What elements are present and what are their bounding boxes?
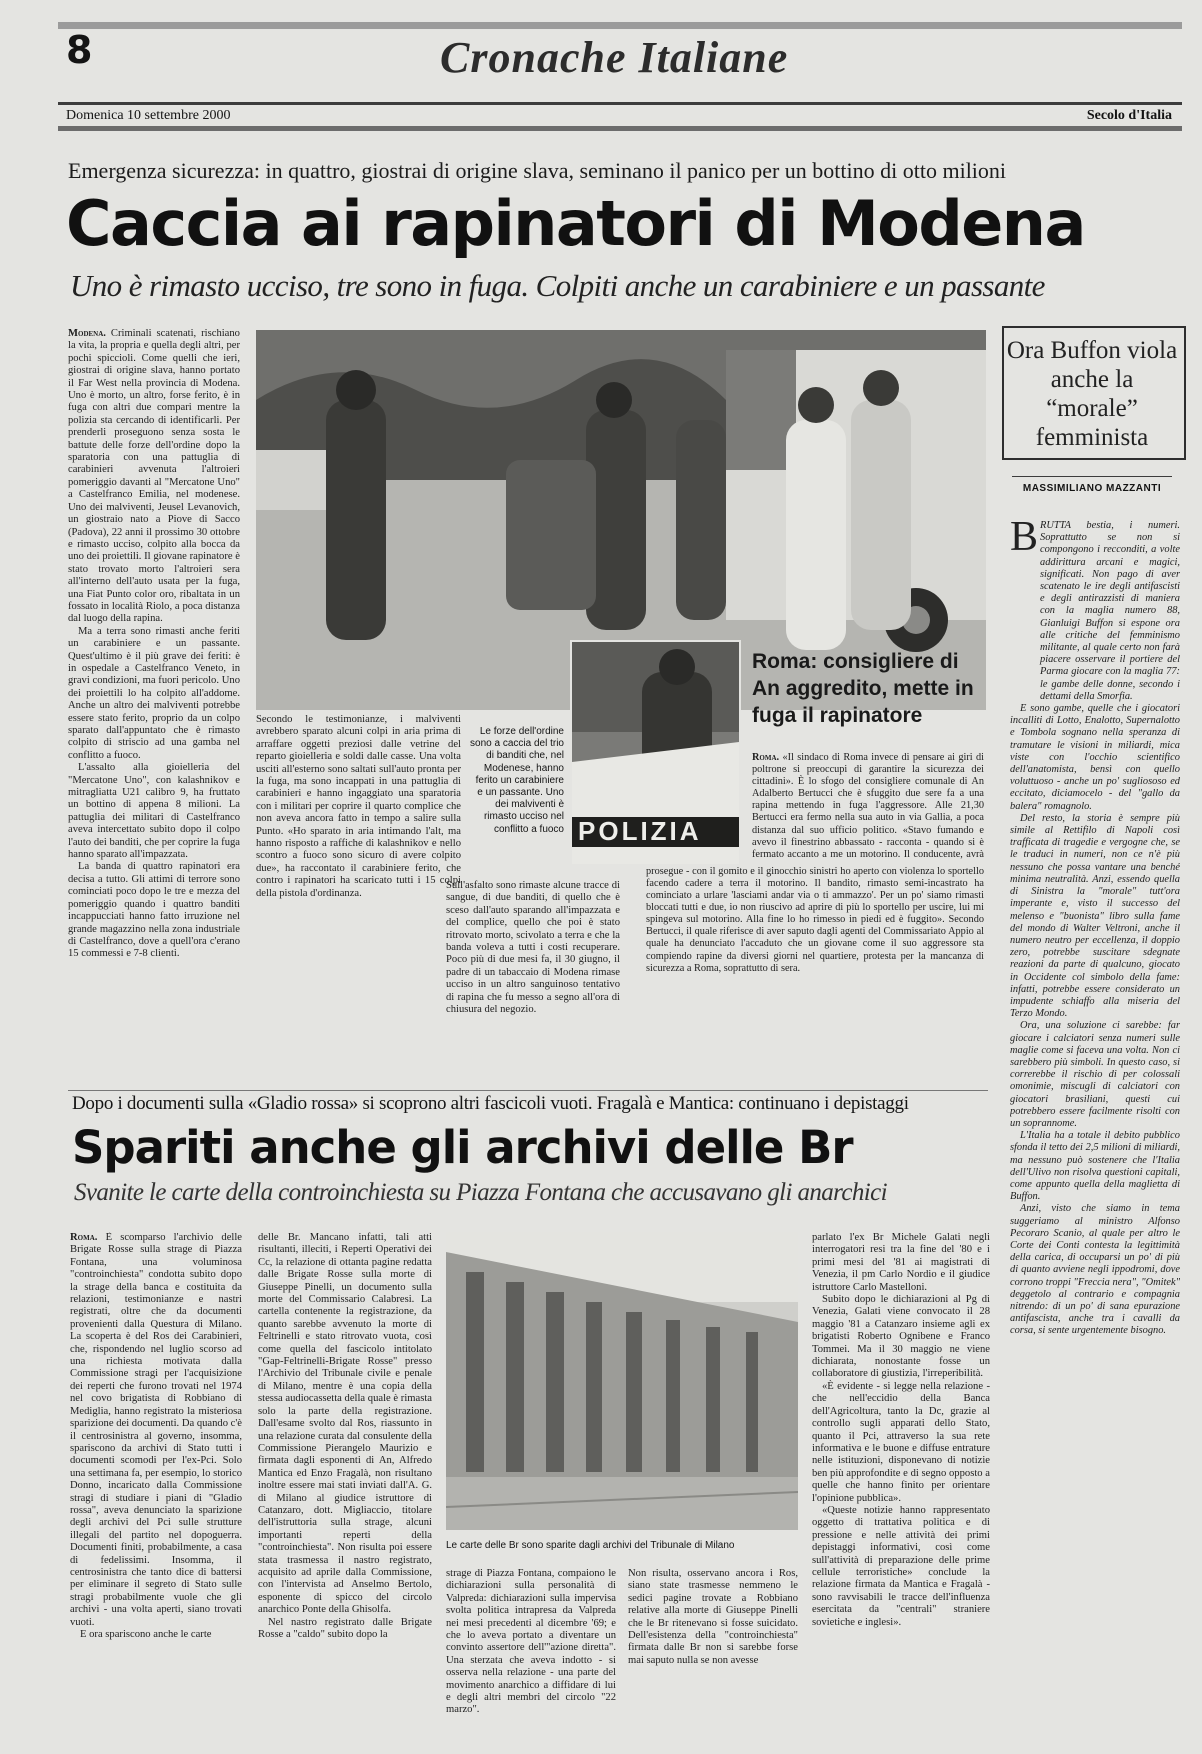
story2-paragraph: Subito dopo le dichiarazioni al Pg di Venezia, Galati viene convocato il 28 maggio '81 a Catanzaro insieme agli ex brigatisti Roberto Ognibene e Franco Tommei. Ma il 30 maggio ne viene dichiarata, nonostante fosse un collaboratore di giustizia, l'irreperibilità. xyxy=(812,1294,990,1380)
story2-paragraph: E ora spariscono anche le carte xyxy=(80,1629,212,1640)
police-car-lettering: POLIZIA xyxy=(578,816,702,846)
story1-column-1 xyxy=(68,328,240,1050)
story2-lead: È scomparso l'archivio delle Brigate Rosse sulla strage di Piazza Fontana, una voluminosa "controinchiesta" condotta subito dopo la strage della banca e costituita da relazioni, testimonianze e nastri registrati, oltre che da documenti provenienti dalla Questura di Milano. La scoperta è del Ros dei Carabinieri, che, rispondendo nel luglio scorso ad una richiesta motivata dalla Commissione stragi per l'acquisizione dei reperti che furono trovati nel 1974 nel covo brigatista di Robbiano di Mediglia, hanno registrato la misteriosa sparizione dei documenti. Da quando c'è il centrosinistra al governo, insomma, spariscono da archivi di Stato tutti i documenti scomodi per l'ex-Pci. Solo una settimana fa, per esempio, lo storico Donno, incaricato dalla Commissione stragi di studiare i piani di "Gladio rossa", aveva denunciato la sparizione degli archivi del Pci sulle strutture illegali del partito nel dopoguerra. Documenti finiti, probabilmente, a casa di fedelissimi. Insomma, il centrosinistra che tanto dice di battersi per eliminare il segreto di Stato sulle stragi probabilmente vuole che gli archivi - una volta aperti, siano trovati vuoti. xyxy=(70,1232,242,1628)
section-title: Cronache Italiane xyxy=(440,33,789,82)
story1-headline: Caccia ai rapinatori di Modena xyxy=(66,187,1085,260)
story1-paragraph: Ma a terra sono rimasti anche feriti un carabiniere e un passante. Quest'ultimo è il più grave dei feriti: è in ospedale a Castelfranco Veneto, in gravi condizioni, ma fuori pericolo. Uno dei proiettili lo ha colpito all'addome. Anche un altro dei malviventi potrebbe essere stato ferito, proprio da un colpo sparato dall'appuntato che è rimasto colpito di striscio ad una gamba nel conflitto a fuoco. xyxy=(68,625,240,761)
story2-kicker: Dopo i documenti sulla «Gladio rossa» si scoprono altri fascicoli vuoti. Fragalà e Mantica: continuano i depistaggi xyxy=(72,1093,909,1114)
story1-column-2 xyxy=(256,714,461,1050)
story-divider xyxy=(68,1090,988,1091)
masthead-rule-2 xyxy=(58,126,1182,131)
story1-kicker: Emergenza sicurezza: in quattro, giostrai di origine slava, seminano il panico per un bottino di otto milioni xyxy=(68,158,1007,183)
story2-column-5 xyxy=(812,1232,990,1736)
buffon-paragraph: Anzi, visto che siamo in tema suggeriamo al ministro Alfonso Pecoraro Scanio, al quale per altro le Corte dei Conti contesta la legittimità della carica, di occuparsi un po' di più di quanto avviene negli ippodromi, dove corrono troppi "Freccia nera", "Omitek" deggetolo al contrario e compagnia nitrendo: di un po' di sana epurazione antifascista, anche tra i cavalli da corsa, si sente urgentemente bisogno. xyxy=(1010,1203,1180,1337)
story1-lead: Criminali scatenati, rischiano la vita, la propria e quella degli altri, per pochi spiccioli. Come quelli che ieri, giostrai di origine slava, hanno portato il Far West nella provincia di Modena. Uno è morto, un altro, forse ferito, è in fuga con altri due compari mentre la polizia sta cercando di identificarli. Per prenderli proseguono senza sosta le battute delle forze dell'ordine dopo la sparatoria con una pattuglia di carabinieri avvenuta l'altroieri pomeriggio davanti al "Mercatone Uno" a Castelfranco Emilia, nel modenese. Uno dei malviventi, Jeusel Levanovich, un giostraio nato a Piove di Sacco (Padova), 22 anni il prossimo 30 ottobre e rimasto ucciso, colpito alla bocca da uno dei proiettili. Il giovane rapinatore è stato trovato morto l'altroieri sera all'interno dell'auto usata per la fuga, una Fiat Punto color oro, ribaltata in un fossato in località Riolo, a poca distanza dal luogo della rapina. xyxy=(68,328,240,625)
modena-photo-caption: Le forze dell'ordine sono a caccia del trio di banditi che, nel Modenese, hanno ferito un carabiniere e un passante. Uno dei malviventi è rimasto ucciso nel conflitto a fuoco xyxy=(470,726,564,835)
issue-date: Domenica 10 settembre 2000 xyxy=(66,108,231,123)
story2-paragraph: strage di Piazza Fontana, compaiono le dichiarazioni sulla personalità di Valpreda: dichiarazioni sulla impervisa svolta politica intrapresa da Valpreda nei mesi precedenti al dicembre '69; e che lo aveva portato a diventare un convinto assertore dell'"azione diretta". Una sterzata che aveva indotto - si osserva nella relazione - una parte del movimento anarchico a diffidare di lui e degli altri membri del circolo "22 marzo". xyxy=(446,1568,616,1716)
story2-paragraph: Nel nastro registrato dalle Brigate Rosse a "caldo" subito dopo la xyxy=(258,1616,432,1640)
roma-body xyxy=(752,752,984,860)
story2-paragraph: Non risulta, osservano ancora i Ros, siano state trasmesse nemmeno le sedici pagine trovate a Robbiano relative alla morte di Giuseppe Pinelli che le Br ritenevano si fosse suicidato. Dell'esistenza della "controinchiesta" firmata dalle Br non si sarebbe forse mai saputo nulla se non avesse xyxy=(628,1568,798,1666)
roma-text: «Il sindaco di Roma invece di pensare ai giri di poltrone si preoccupi di garantire la sicurezza dei cittadini». È lo sfogo del consigliere comunale di An Adalberto Bertucci che è sfuggito due sere fa a una rapina mettendo in fuga l'aggressore. Alle 21,30 Bertucci era fermo nella sua auto in via Gallia, a poca distanza dal suo ufficio politico. «Stavo fumando e avevo il finestrino abbassato - racconta - quando si è fermato accanto a me un motorino. Il conducente, avrà xyxy=(752,752,984,860)
story1-paragraph: Sull'asfalto sono rimaste alcune tracce di sangue, di due banditi, di quello che è sceso dall'auto sparando all'impazzata e del complice, quello che poi è stato ritrovato morto, scivolato a terra e che la banda voleva a tutti i costi recuperare. Poco più di due mesi fa, il 30 giugno, il padre di un tabaccaio di Modena rimase ucciso in un altro sanguinoso tentativo di rapina che fu messo a segno all'ora di chiusura del negozio. xyxy=(446,880,620,1016)
story1-subhead: Uno è rimasto ucciso, tre sono in fuga. Colpiti anche un carabiniere e un passante xyxy=(70,268,1045,303)
buffon-paragraph: Ora, una soluzione ci sarebbe: far giocare i calciatori senza numeri sulle maglie come si faceva una volta. Non ci sarebbero più simboli. In questo caso, si correrebbe il rischio di per colossali omonimie, miscugli di calciatori con giocatori brasiliani, questi cui potrebbero essere facilmente risolti con un soprannome. xyxy=(1010,1020,1180,1129)
story2-paragraph: delle Br. Mancano infatti, tali atti risultanti, illeciti, i Reperti Operativi dei Cc, la relazione di ottanta pagine redatta dalle Brigate Rosse sulla morte di Giuseppe Pinelli, un documento sulla morte del Commissario Calabresi. La cartella contenente la registrazione, da quanto sarebbe avvenuto la morte di Feltrinelli e stato ritrovato vuota, così come quella del fascicolo intitolato "Gap-Feltrinelli-Brigate Rosse" presso l'Archivio del Tribunale civile e penale di Milano, mentre è una copia della stessa audiocassetta della quale è rimasta solo la parte della registrazione. Dall'esame svolto dal Ros, riassunto in una relazione curata dal consulente della Commissione Pierangelo Maurizio e firmata dagli esponenti di An, Alfredo Mantica ed Enzo Fragalà, non risultano inoltre essere mai stati inviati dall'A. G. di Milano al giudice istruttore di Catanzaro, dott. Migliaccio, titolare dell'istruttoria sulla strage, alcuni importanti reperti della "controinchiesta". Non risulta poi essere stata trasmessa il nastro registrato, acquisito ad aprile dalla Commissione, con l'intervista ad Anselmo Bertolo, esponente di spicco del circolo anarchico Ponte della Ghisolfa. xyxy=(258,1232,432,1616)
story2-subhead: Svanite le carte della controinchiesta su Piazza Fontana che accusavano gli anarchici xyxy=(74,1179,887,1206)
story2-paragraph: parlato l'ex Br Michele Galati negli interrogatori resi tra la fine del '80 e i primi mesi del '81 ai magistrati di Venezia, il pm Carlo Nordio e il giudice istruttore Carlo Mastelloni. xyxy=(812,1232,990,1293)
tribunale-photo-caption: Le carte delle Br sono sparite dagli archivi del Tribunale di Milano xyxy=(446,1540,735,1551)
story2-column-3 xyxy=(446,1568,616,1736)
roma-headline: Roma: consigliere di An aggredito, mette in fuga il rapinatore xyxy=(752,650,974,727)
buffon-title: Ora Buffon viola anche la “morale” femminista xyxy=(1006,337,1178,451)
tribunale-milano-photo xyxy=(446,1232,798,1530)
buffon-author: MASSIMILIANO MAZZANTI xyxy=(1022,483,1162,494)
buffon-paragraph: Del resto, la storia è sempre più simile al Rettifilo di Napoli così trafficata di tragedie e vergogne che, se le traduci in numeri, non ce n'è più nessuno che possa vantare una benché minima neutralità. Anzi, essendo quella di Sinistra la "morale" tutt'ora imperante e, visto il successo del melenso e "buonista" libro sulla fame del mondo di Walter Veltroni, anche il numero neutro per eccellenza, il doppio zero, potrebbe suscitare sdegnate reazioni da parte di qualcuno, giocato in Occidente col simbolo della fame: infatti, potrebbe essere considerato un impudente schiaffo alla miseria del Terzo Mondo. xyxy=(1010,812,1180,1020)
story1-paragraph: La banda di quattro rapinatori era decisa a tutto. Gli attimi di terrore sono cominciati poco dopo le tre e mezza del pomeriggio quando i quattro banditi incappucciati hanno fatto irruzione nel grande magazzino nella zona industriale di Castelfranco, dove a quell'ora c'erano 15 commessi e 7-8 clienti. xyxy=(68,861,240,960)
buffon-paragraph: E sono gambe, quelle che i giocatori incalliti di Lotto, Enalotto, Supernalotto e Tombola sognano nella speranza di tramutare le visioni in miliardi, mica viste con l'occhio scientifico dell'anatomista, bensì con quello voluttuoso - anche un po' sugliososo ed eccitato, diciamocelo - del "gallo da balera" romagnolo. xyxy=(1010,703,1180,812)
page-number: 8 xyxy=(66,28,93,72)
story1-column-3-text xyxy=(446,880,620,1050)
story2-column-1 xyxy=(70,1232,242,1736)
story2-column-2 xyxy=(258,1232,432,1736)
story2-headline: Spariti anche gli archivi delle Br xyxy=(72,1121,853,1174)
roma-dateline: Roma. xyxy=(752,752,780,763)
roma-body-continued xyxy=(646,866,984,1050)
buffon-drop-cap: B xyxy=(1010,514,1039,560)
story2-paragraph: «Queste notizie hanno rappresentato oggetto di trattativa politica e di pressione e nelle attività dei primi depistaggi informativi, così come sull'attività di preparazione delle prime cellule terroristiche» conclude la relazione firmata da Mantica e Fragalà - sono ravvisabili le tracce dell'influenza esercitata da "centrali" straniere sovietiche e inglesi». xyxy=(812,1504,990,1628)
story1-paragraph: L'assalto alla gioielleria del "Mercatone Uno", con kalashnikov e mitragliatta U21 calibro 9, ha fruttato un bottino di appena 8 milioni. La pattuglia dei militari di Castelfranco aveva intercettato subito dopo il colpo l'auto dei banditi, che per coprire la fuga hanno sparato all'impazzata. xyxy=(68,762,240,861)
buffon-body xyxy=(1010,520,1180,1700)
story1-dateline: Modena. xyxy=(68,328,106,339)
story2-paragraph: «È evidente - si legge nella relazione - che nell'eccidio della Banca dell'Agricoltura, tanto la Dc, grazie al controllo sugli apparati dello Stato, quanto il Pci, attraverso la sua rete informativa e le buone e diffuse entrature nelle istituzioni, disponevano di notizie ben più approfondite e di segno opposto a quelle che hanno finito per orientare l'opinione pubblica». xyxy=(812,1380,990,1504)
palace-of-justice-image xyxy=(446,1232,798,1530)
newspaper-name: Secolo d'Italia xyxy=(1086,108,1172,123)
story1-paragraph: Secondo le testimonianze, i malviventi avrebbero sparato alcuni colpi in aria prima di arraffare oggetti preziosi dalle vetrine del reparto gioielleria e soldi dalle casse. Una volta usciti all'esterno sono saltati sull'auto pronta per la fuga, ma sono incappati in una pattuglia di carabinieri e hanno ingaggiato una sparatoria con i militari per coprire il quarto complice che non aveva ancora fatto in tempo a salire sulla Punto. «Ho sparato in aria intimando l'alt, ma hanno risposto a raffiche di kalashnikov e nello scontro a fuoco sono sicuro di avere colpito due», ha raccontato il carabiniere ferito, che contro i rapinatori ha scaricato tutti i 15 colpi della pistola d'ordinanza. xyxy=(256,714,461,899)
roma-text-continued: prosegue - con il gomito e il ginocchio sinistri ho aperto con violenza lo sportello facendo cadere a terra il motorino. Il bandito, rimasto semi-incastrato ha cominciato a urlare 'lasciami andar via o ti ammazzo'. Per un po' siamo rimasti bloccati tutti e due, io non riuscivo ad aprire di più lo sportello per uscire, lui mi spingeva sul motorino. Alla fine lo ho rimesso in piedi ed è fuggito». Secondo Bertucci, il quale riferisce di aver saputo dagli agenti del Commissariato Appio al quale ha denunciato l'accaduto che un giovane come il suo aggressore sta compiendo rapine da diversi giorni nel quartiere, protesta per la mancanza di sicurezza a Roma, soprattutto di sera. xyxy=(646,866,984,974)
story2-column-4 xyxy=(628,1568,798,1736)
story2-dateline: Roma. xyxy=(70,1232,98,1243)
police-car-photo xyxy=(570,640,741,866)
buffon-author-rule xyxy=(1012,476,1172,477)
buffon-paragraph: L'Italia ha a totale il debito pubblico sfonda il tetto dei 2,5 milioni di miliardi, ma nessuno può sostenere che l'Italia dell'Ulivo non risolva questioni capitali, come appunto quella della maglietta di Buffon. xyxy=(1010,1130,1180,1203)
masthead-rule-1 xyxy=(58,102,1182,105)
buffon-paragraph: RUTTA bestia, i numeri. Soprattutto se non si compongono i recconditi, a volte addirittura arcani e magici, significati. Non pago di aver scatenato le ire degli antifascisti e degli antirazzisti di maniera con la maglia numero 88, Gianluigi Buffon si espone ora alle critiche del femminismo militante, al quale certo non farà piacere osservare il portiere del Parma giocare con la maglia 77: le gambe delle donne, secondo i dettami della Smorfia. xyxy=(1040,520,1180,702)
